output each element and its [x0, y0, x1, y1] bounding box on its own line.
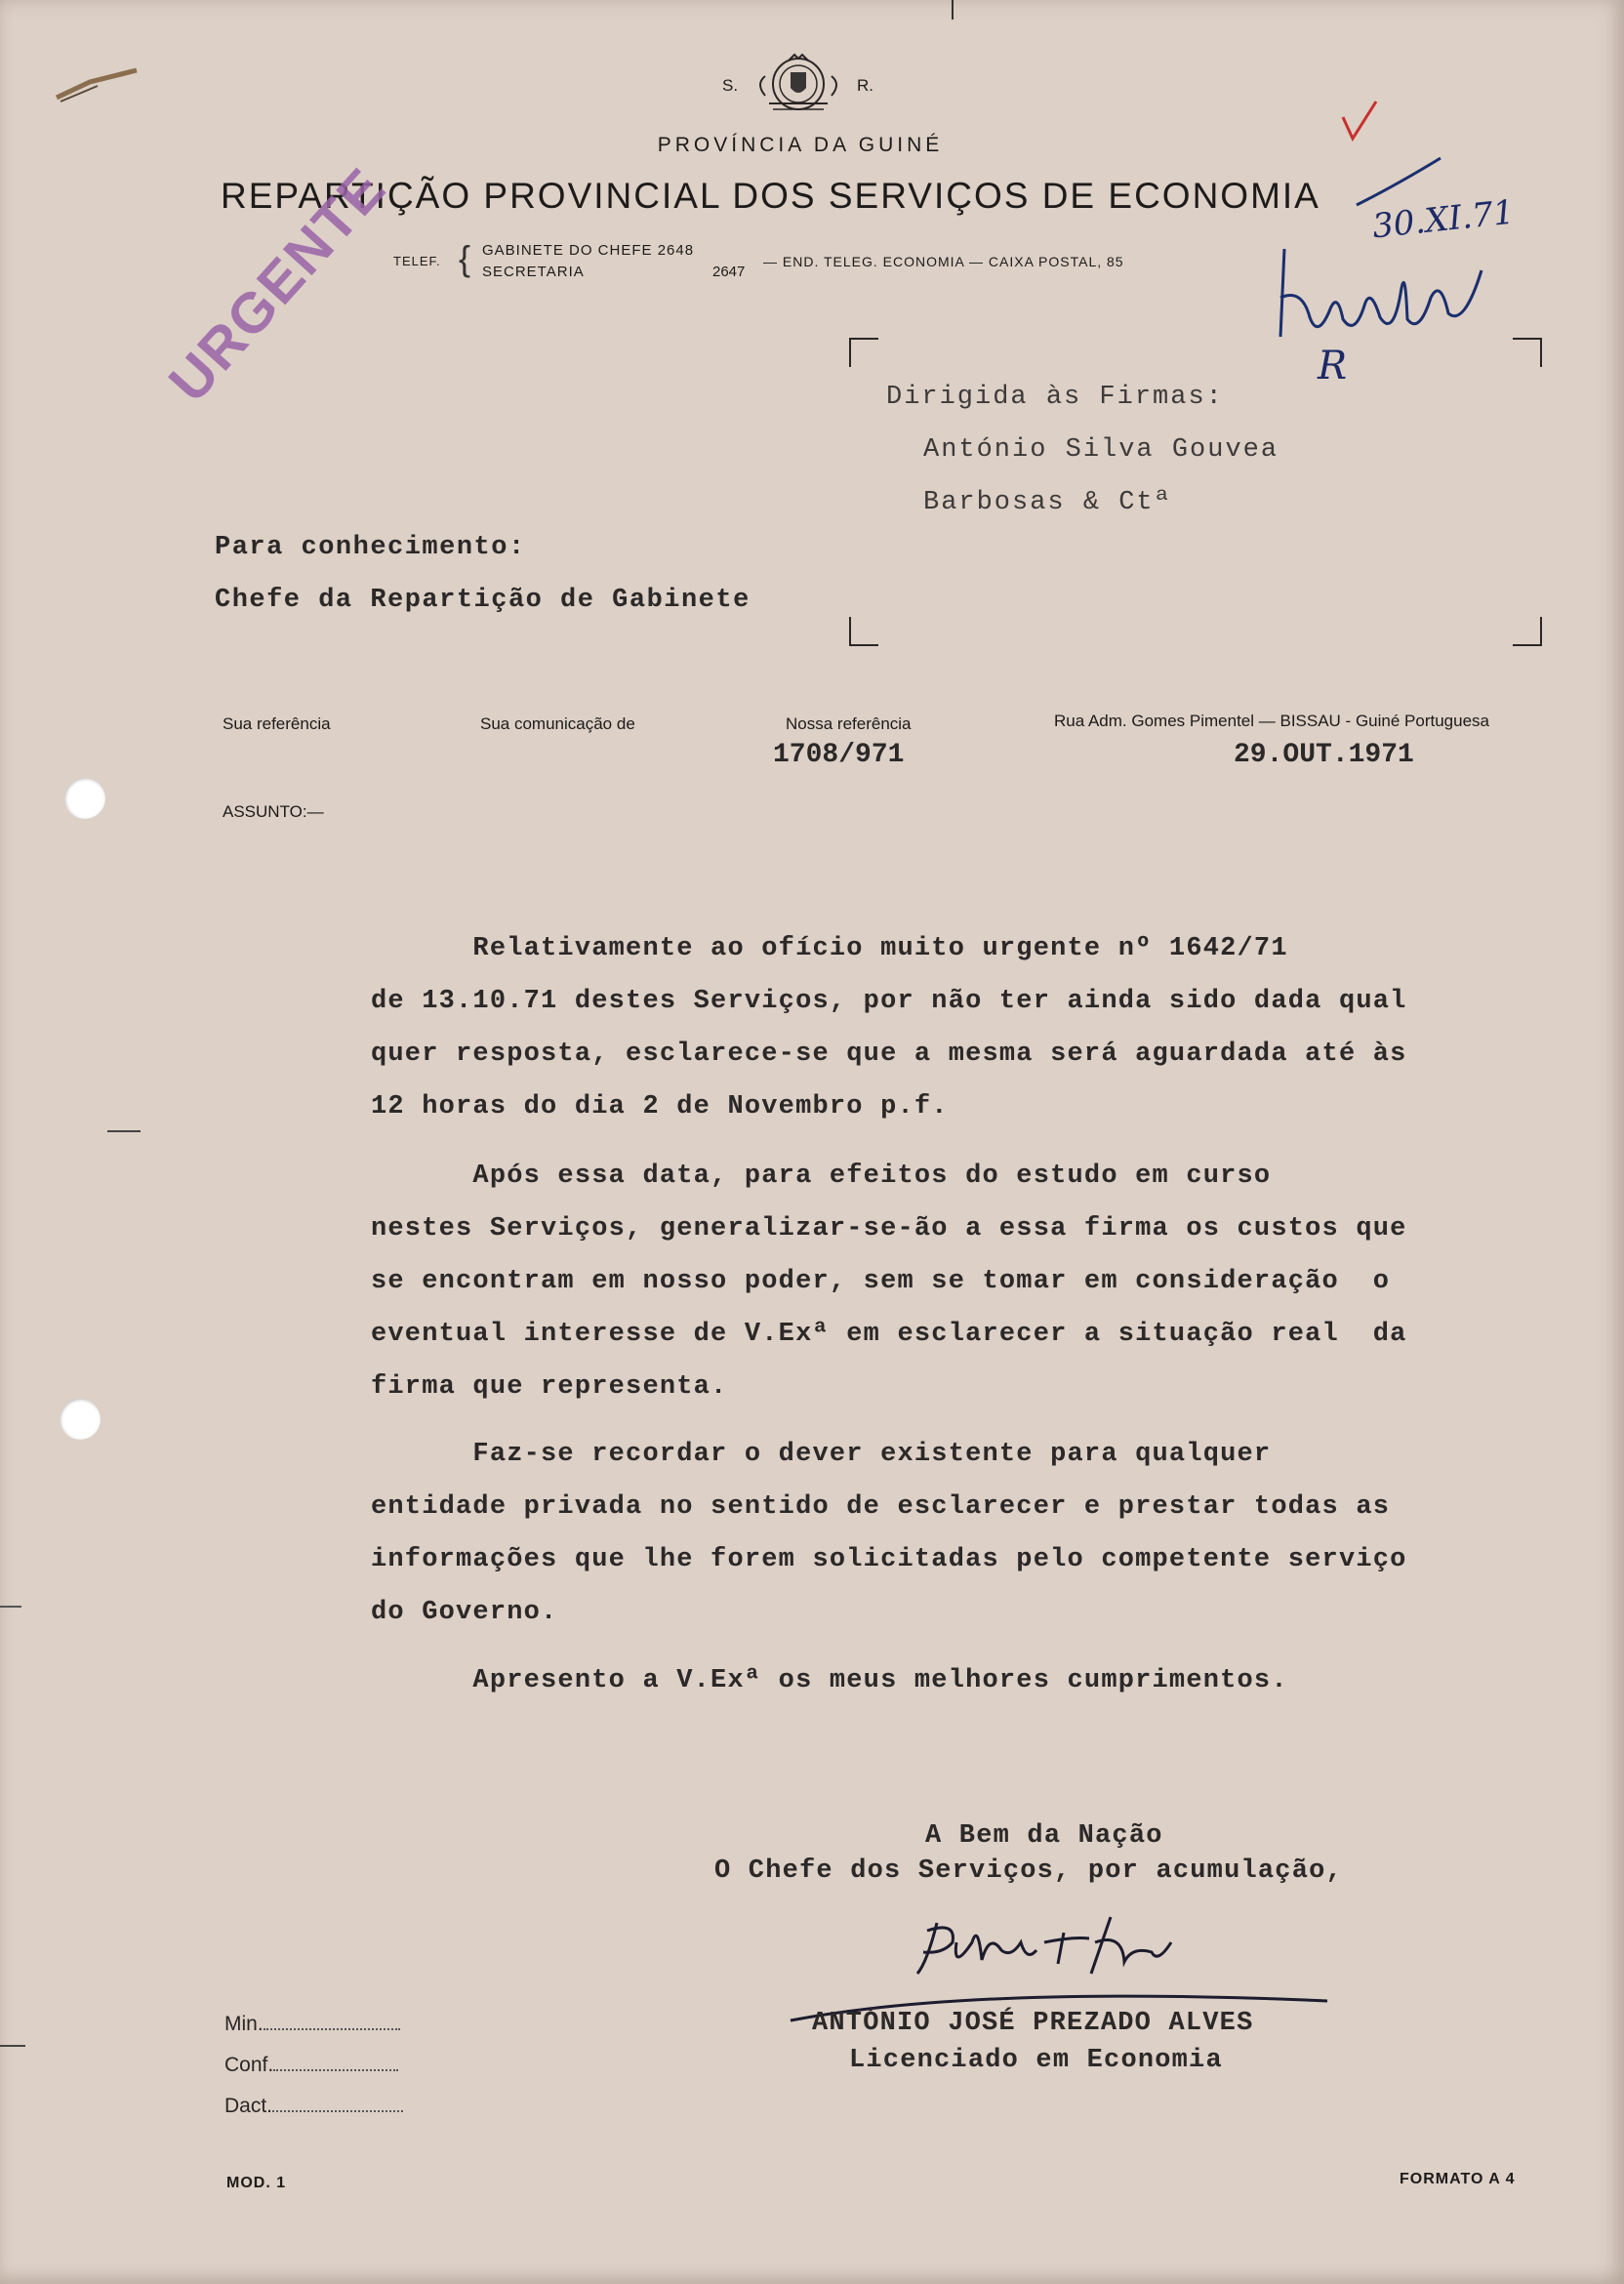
urgent-stamp: URGENTE	[156, 155, 399, 415]
closing-line-1: A Bem da Nação	[925, 1821, 1163, 1851]
body-line: se encontram em nosso poder, sem se tomar em consideração o	[371, 1267, 1391, 1296]
our-reference-label: Nossa referência	[786, 714, 912, 733]
subject-label: ASSUNTO:—	[223, 802, 324, 821]
cc-line-2: Chefe da Repartição de Gabinete	[215, 586, 751, 615]
telegraph-line: — END. TELEG. ECONOMIA — CAIXA POSTAL, 85	[763, 254, 1124, 269]
window-corner-tl	[849, 338, 878, 367]
body-line: quer resposta, esclarece-se que a mesma será aguardada até às	[371, 1040, 1407, 1069]
addressee-line-1: Dirigida às Firmas:	[886, 383, 1224, 412]
our-reference-value: 1708/971	[773, 740, 905, 770]
footer-dots	[273, 2052, 398, 2071]
telef-label: TELEF.	[393, 254, 441, 268]
closing-line-2: O Chefe dos Serviços, por acumulação,	[714, 1856, 1343, 1886]
window-corner-tr	[1513, 338, 1542, 367]
phone-line-1: GABINETE DO CHEFE 2648	[482, 242, 695, 259]
office-title: REPARTIÇÃO PROVINCIAL DOS SERVIÇOS DE ECONOMIA	[221, 176, 1320, 216]
letter-date: 29.OUT.1971	[1234, 740, 1414, 770]
province-title: PROVÍNCIA DA GUINÉ	[657, 134, 944, 156]
addressee-line-3: Barbosas & Ctª	[923, 488, 1172, 517]
footer-min-label: Min.	[224, 2013, 264, 2035]
checkmark-icon	[1337, 98, 1386, 144]
margin-tick	[0, 1606, 21, 1608]
addressee-line-2: António Silva Gouvea	[923, 435, 1279, 465]
window-corner-bl	[849, 617, 878, 646]
footer-dact-label: Dact.	[224, 2095, 273, 2117]
window-corner-br	[1513, 617, 1542, 646]
handwritten-initial-r: R	[1318, 344, 1348, 388]
phone-line-2-number: 2647	[712, 264, 746, 280]
cc-line-1: Para conhecimento:	[215, 533, 526, 562]
format-label: FORMATO A 4	[1400, 2171, 1516, 2187]
body-line: informações que lhe forem solicitadas pelo competente serviço	[371, 1545, 1407, 1574]
body-line: eventual interesse de V.Exª em esclarecer a situação real da	[371, 1320, 1407, 1349]
emblem-right-letter: R.	[857, 76, 873, 95]
footer-dots	[272, 2093, 403, 2112]
signatory-name: ANTÓNIO JOSÉ PREZADO ALVES	[812, 2009, 1254, 2038]
body-line: Após essa data, para efeitos do estudo em curso	[371, 1162, 1272, 1191]
body-line: nestes Serviços, generalizar-se-ão a essa firma os custos que	[371, 1214, 1407, 1244]
body-line: Relativamente ao ofício muito urgente nº 1642/71	[371, 934, 1288, 963]
emblem-left-letter: S.	[722, 76, 739, 95]
footer-dots	[264, 2011, 400, 2030]
footer-conf-label: Conf.	[224, 2054, 274, 2076]
handwritten-initials	[1273, 229, 1497, 347]
body-line: Apresento a V.Exª os meus melhores cumprimentos.	[371, 1666, 1288, 1695]
punch-hole-top	[64, 778, 105, 819]
staple-mark	[51, 61, 148, 109]
body-line: 12 horas do dia 2 de Novembro p.f.	[371, 1092, 949, 1122]
model-label: MOD. 1	[226, 2175, 287, 2191]
body-line: de 13.10.71 destes Serviços, por não ter ainda sido dada qual	[371, 987, 1407, 1016]
footer-min	[224, 2011, 400, 2036]
your-communication-label: Sua comunicação de	[480, 714, 635, 733]
margin-tick	[107, 1130, 141, 1132]
coat-of-arms-icon	[751, 47, 845, 121]
handwritten-date: 30.XI.71	[1370, 192, 1517, 247]
office-address: Rua Adm. Gomes Pimentel — BISSAU - Guiné Portuguesa	[1054, 712, 1489, 730]
signatory-title: Licenciado em Economia	[849, 2046, 1223, 2075]
margin-tick	[0, 2045, 25, 2047]
phone-line-2-label: SECRETARIA	[482, 264, 585, 280]
brace: {	[459, 238, 471, 278]
footer-dact	[224, 2093, 403, 2118]
fold-mark	[952, 0, 954, 20]
footer-conf	[224, 2052, 398, 2077]
your-reference-label: Sua referência	[223, 714, 331, 733]
body-line: entidade privada no sentido de esclarecer e prestar todas as	[371, 1492, 1391, 1522]
body-line: firma que representa.	[371, 1372, 728, 1402]
body-line: do Governo.	[371, 1598, 558, 1627]
punch-hole-bottom	[60, 1399, 101, 1440]
body-line: Faz-se recordar o dever existente para qualquer	[371, 1440, 1272, 1469]
